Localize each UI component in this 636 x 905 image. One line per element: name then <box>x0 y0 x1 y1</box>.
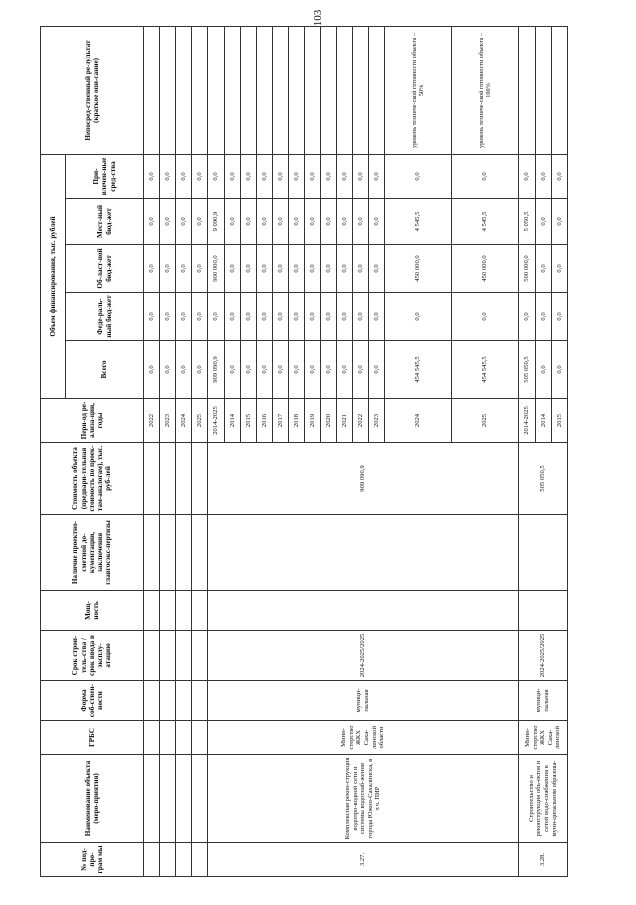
year-cell: 2017 <box>273 399 289 443</box>
regional-cell: 900 000,0 <box>208 245 225 293</box>
table-row <box>519 26 536 876</box>
local-cell: 0,0 <box>257 199 273 245</box>
attracted-cell: 0,0 <box>289 154 305 198</box>
year-cell: 2015 <box>241 399 257 443</box>
attracted-cell: 0,0 <box>305 154 321 198</box>
col-power-header: Мощ-ность <box>41 591 144 631</box>
object-power <box>208 591 519 631</box>
col-name-header: Наименование объекта (меро-приятия) <box>41 755 144 843</box>
year-cell: 2016 <box>257 399 273 443</box>
regional-cell: 0,0 <box>337 245 353 293</box>
regional-cell: 0,0 <box>225 245 241 293</box>
attracted-cell: 0,0 <box>176 154 192 198</box>
object-cost: 505 050,5 <box>519 443 568 515</box>
total-cell: 505 050,5 <box>519 341 536 399</box>
year-cell: 2024 <box>176 399 192 443</box>
federal-cell: 0,0 <box>160 293 176 341</box>
object-term: 2024-2025/2025 <box>208 631 519 681</box>
attracted-cell: 0,0 <box>519 154 536 198</box>
year-cell: 2024 <box>385 399 452 443</box>
attracted-cell: 0,0 <box>337 154 353 198</box>
federal-cell: 0,0 <box>273 293 289 341</box>
attracted-cell: 0,0 <box>160 154 176 198</box>
total-cell: 0,0 <box>144 341 160 399</box>
year-cell: 2014-2025 <box>208 399 225 443</box>
object-cost: 909 090,9 <box>208 443 519 515</box>
col-result-header: Непосред-ственный ре-зультат (краткое опи-сание) <box>41 26 144 154</box>
federal-cell: 0,0 <box>369 293 385 341</box>
regional-cell: 0,0 <box>321 245 337 293</box>
federal-cell: 0,0 <box>305 293 321 341</box>
regional-cell: 0,0 <box>144 245 160 293</box>
object-ownership: муници-пальная <box>519 681 568 721</box>
regional-cell: 0,0 <box>160 245 176 293</box>
total-cell: 454 545,5 <box>452 341 519 399</box>
regional-cell: 0,0 <box>273 245 289 293</box>
regional-cell: 0,0 <box>289 245 305 293</box>
regional-cell: 0,0 <box>241 245 257 293</box>
local-cell: 0,0 <box>241 199 257 245</box>
total-cell: 0,0 <box>225 341 241 399</box>
table-row <box>192 26 208 876</box>
year-cell: 2025 <box>192 399 208 443</box>
object-name: Комплексная рекон-струкция водопро-водной сети и системы водоснаб-жения города Южно-Сахалинска, в т.ч. ПИР <box>208 755 519 843</box>
federal-cell: 0,0 <box>536 293 552 341</box>
total-cell: 0,0 <box>337 341 353 399</box>
col-attracted-header: При-влечен-ные сред-ства <box>66 154 144 198</box>
attracted-cell: 0,0 <box>353 154 369 198</box>
regional-cell: 500 000,0 <box>519 245 536 293</box>
total-cell: 0,0 <box>536 341 552 399</box>
total-cell: 0,0 <box>257 341 273 399</box>
total-cell: 0,0 <box>305 341 321 399</box>
result-cell: уровень техниче-ской готовности объекта – 50% <box>385 26 452 154</box>
page-number: 103 <box>312 9 324 27</box>
year-cell: 2019 <box>305 399 321 443</box>
local-cell: 5 050,5 <box>519 199 536 245</box>
federal-cell: 0,0 <box>176 293 192 341</box>
year-cell: 2020 <box>321 399 337 443</box>
local-cell: 0,0 <box>353 199 369 245</box>
regional-cell: 0,0 <box>176 245 192 293</box>
object-name: Строительство и реконструкция объ-ектов и сетей водо-снабжения в муни-ципальном образова- <box>519 755 568 843</box>
attracted-cell: 0,0 <box>192 154 208 198</box>
attracted-cell: 0,0 <box>369 154 385 198</box>
col-docs-header: Наличие проектно-сметной до-кументации, заключения главгосэкс-пертизы <box>41 515 144 591</box>
federal-cell: 0,0 <box>452 293 519 341</box>
local-cell: 0,0 <box>305 199 321 245</box>
total-cell: 0,0 <box>176 341 192 399</box>
year-cell: 2014-2025 <box>519 399 536 443</box>
regional-cell: 450 000,0 <box>452 245 519 293</box>
local-cell: 0,0 <box>144 199 160 245</box>
attracted-cell: 0,0 <box>257 154 273 198</box>
attracted-cell: 0,0 <box>241 154 257 198</box>
regional-cell: 0,0 <box>369 245 385 293</box>
federal-cell: 0,0 <box>144 293 160 341</box>
local-cell: 4 545,5 <box>385 199 452 245</box>
total-cell: 0,0 <box>321 341 337 399</box>
attracted-cell: 0,0 <box>225 154 241 198</box>
total-cell: 0,0 <box>552 341 568 399</box>
object-ownership: муници-пальная <box>208 681 519 721</box>
year-cell: 2021 <box>337 399 353 443</box>
result-cell: уровень техниче-ской готовности объекта – 100% <box>452 26 519 154</box>
federal-cell: 0,0 <box>552 293 568 341</box>
total-cell: 0,0 <box>241 341 257 399</box>
attracted-cell: 0,0 <box>552 154 568 198</box>
total-cell: 0,0 <box>273 341 289 399</box>
local-cell: 0,0 <box>321 199 337 245</box>
regional-cell: 0,0 <box>536 245 552 293</box>
table-row <box>208 26 225 876</box>
attracted-cell: 0,0 <box>321 154 337 198</box>
year-cell: 2022 <box>353 399 369 443</box>
attracted-cell: 0,0 <box>144 154 160 198</box>
total-cell: 0,0 <box>289 341 305 399</box>
total-cell: 0,0 <box>353 341 369 399</box>
object-term: 2024-2025/2025 <box>519 631 568 681</box>
federal-cell: 0,0 <box>289 293 305 341</box>
regional-cell: 450 000,0 <box>385 245 452 293</box>
col-regional-header: Об-ласт-ной бюд-жет <box>66 245 144 293</box>
local-cell: 0,0 <box>289 199 305 245</box>
col-local-header: Мест-ный бюд-жет <box>66 199 144 245</box>
federal-cell: 0,0 <box>519 293 536 341</box>
total-cell: 0,0 <box>192 341 208 399</box>
attracted-cell: 0,0 <box>273 154 289 198</box>
attracted-cell: 0,0 <box>452 154 519 198</box>
local-cell: 0,0 <box>160 199 176 245</box>
table-row <box>144 26 160 876</box>
year-cell: 2023 <box>160 399 176 443</box>
object-number: 3.27. <box>208 843 519 877</box>
federal-cell: 0,0 <box>353 293 369 341</box>
local-cell: 0,0 <box>176 199 192 245</box>
year-cell: 2014 <box>536 399 552 443</box>
local-cell: 0,0 <box>337 199 353 245</box>
year-cell: 2018 <box>289 399 305 443</box>
year-cell: 2023 <box>369 399 385 443</box>
local-cell: 4 545,5 <box>452 199 519 245</box>
regional-cell: 0,0 <box>305 245 321 293</box>
col-grbs-header: ГРБС <box>41 721 144 755</box>
local-cell: 9 090,9 <box>208 199 225 245</box>
year-cell: 2015 <box>552 399 568 443</box>
regional-cell: 0,0 <box>353 245 369 293</box>
attracted-cell: 0,0 <box>208 154 225 198</box>
local-cell: 0,0 <box>273 199 289 245</box>
object-number: 3.28. <box>519 843 568 877</box>
table-row <box>176 26 192 876</box>
total-cell: 454 545,5 <box>385 341 452 399</box>
local-cell: 0,0 <box>536 199 552 245</box>
regional-cell: 0,0 <box>192 245 208 293</box>
total-cell: 0,0 <box>160 341 176 399</box>
federal-cell: 0,0 <box>321 293 337 341</box>
object-grbs: Мини-стерство ЖКХ Саха-линской <box>519 721 568 755</box>
federal-cell: 0,0 <box>225 293 241 341</box>
year-cell: 2025 <box>452 399 519 443</box>
federal-cell: 0,0 <box>192 293 208 341</box>
attracted-cell: 0,0 <box>536 154 552 198</box>
object-grbs: Мини-стерство ЖКХ Саха-линской области <box>208 721 519 755</box>
local-cell: 0,0 <box>552 199 568 245</box>
col-num-header: № под-про-грам мы <box>41 843 144 877</box>
federal-cell: 0,0 <box>385 293 452 341</box>
financing-table <box>40 26 568 877</box>
col-total-header: Всего <box>66 341 144 399</box>
col-federal-header: Феде-раль-ный бюд-жет <box>66 293 144 341</box>
regional-cell: 0,0 <box>552 245 568 293</box>
federal-cell: 0,0 <box>257 293 273 341</box>
object-docs <box>208 515 519 591</box>
total-cell: 0,0 <box>369 341 385 399</box>
col-term-header: Срок строи-тель-ства / срок ввода в эксплу-атацию <box>41 631 144 681</box>
total-cell: 909 090,9 <box>208 341 225 399</box>
col-form-header: Форма соб-ствен-ности <box>41 681 144 721</box>
federal-cell: 0,0 <box>241 293 257 341</box>
year-cell: 2014 <box>225 399 241 443</box>
local-cell: 0,0 <box>192 199 208 245</box>
regional-cell: 0,0 <box>257 245 273 293</box>
local-cell: 0,0 <box>369 199 385 245</box>
object-power <box>519 591 568 631</box>
attracted-cell: 0,0 <box>385 154 452 198</box>
table-row <box>160 26 176 876</box>
col-cost-header: Стоимость объекта (предвари-тельная стоимость по проек-там-аналогам), тыс. руб-лей <box>41 443 144 515</box>
object-docs <box>519 515 568 591</box>
col-volume-header: Объем финансирования, тыс. рублей <box>41 154 66 398</box>
table-header <box>41 26 144 876</box>
col-period-header: Пери-од ре-ализа-ции, годы <box>41 399 144 443</box>
year-cell: 2022 <box>144 399 160 443</box>
federal-cell: 0,0 <box>337 293 353 341</box>
local-cell: 0,0 <box>225 199 241 245</box>
federal-cell: 0,0 <box>208 293 225 341</box>
